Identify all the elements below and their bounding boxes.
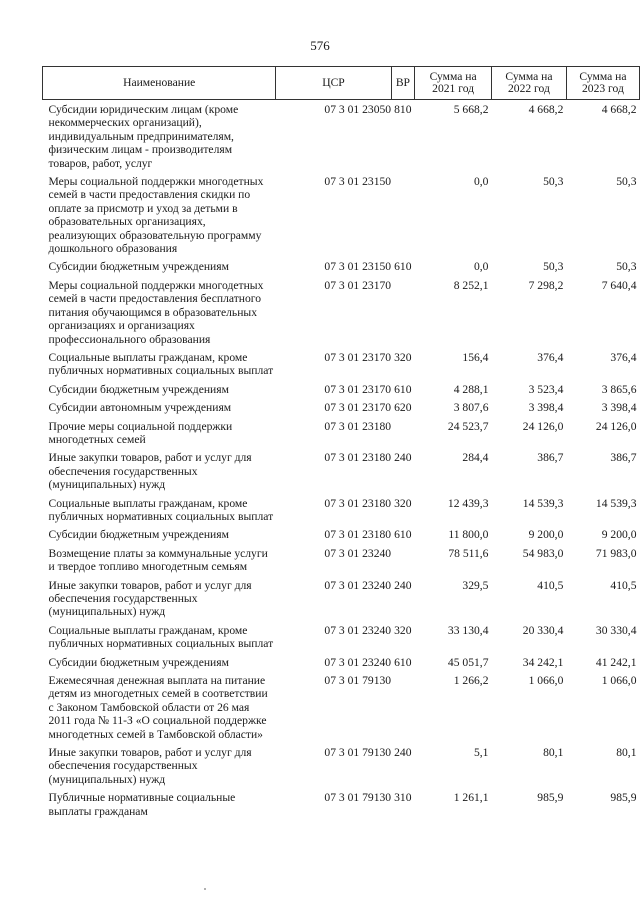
row-sum-2021: 156,4 <box>462 350 489 364</box>
header-sum-2021: Сумма на 2021 год <box>415 67 492 100</box>
header-name: Наименование <box>43 67 276 100</box>
row-sum-2021: 78 511,6 <box>448 546 489 560</box>
row-csr: 07 3 01 23180 <box>324 528 392 542</box>
row-csr: 07 3 01 23180 <box>324 419 392 433</box>
row-csr: 07 3 01 23240 <box>324 578 392 592</box>
row-name: Иные закупки товаров, работ и услуг для обеспечения государственных (муниципальных) нужд <box>48 746 252 786</box>
row-vr: 320 <box>394 623 412 637</box>
row-csr: 07 3 01 79130 <box>324 746 392 760</box>
row-sum-2021: 5 668,2 <box>453 103 489 116</box>
row-csr: 07 3 01 23240 <box>324 623 392 637</box>
row-sum-2022: 3 523,4 <box>528 382 564 396</box>
row-csr: 07 3 01 23170 <box>324 350 392 364</box>
header-sum-2022: Сумма на 2022 год <box>491 67 566 100</box>
row-sum-2022: 985,9 <box>537 791 564 805</box>
row-sum-2022: 50,3 <box>543 175 564 189</box>
row-sum-2023: 24 126,0 <box>595 419 637 433</box>
row-csr: 07 3 01 23170 <box>324 382 392 396</box>
row-sum-2022: 7 298,2 <box>528 278 564 292</box>
row-sum-2021: 329,5 <box>462 578 489 592</box>
row-sum-2023: 30 330,4 <box>595 623 637 637</box>
table-row <box>43 743 640 788</box>
row-sum-2022: 14 539,3 <box>522 496 564 510</box>
row-name: Субсидии бюджетным учреждениям <box>48 528 229 542</box>
row-csr: 07 3 01 23170 <box>324 401 392 415</box>
row-sum-2023: 50,3 <box>616 175 637 189</box>
row-name: Социальные выплаты гражданам, кроме публичных нормативных социальных выплат <box>48 623 274 651</box>
row-sum-2021: 3 807,6 <box>453 401 489 415</box>
row-vr: 320 <box>394 496 412 510</box>
header-csr: ЦСР <box>276 67 391 100</box>
table-body <box>43 100 640 821</box>
row-sum-2022: 54 983,0 <box>522 546 564 560</box>
row-vr: 610 <box>394 382 412 396</box>
row-vr: 610 <box>394 655 412 669</box>
row-sum-2021: 12 439,3 <box>447 496 489 510</box>
row-name: Прочие меры социальной поддержки многодетных семей <box>48 419 233 446</box>
row-csr: 07 3 01 23150 <box>324 260 392 274</box>
page-number: 576 <box>310 38 330 53</box>
row-sum-2022: 386,7 <box>537 451 564 465</box>
table-row <box>43 398 640 416</box>
row-sum-2021: 0,0 <box>473 260 489 274</box>
row-sum-2021: 1 261,1 <box>453 791 489 805</box>
row-sum-2023: 985,9 <box>610 791 637 805</box>
table-row <box>43 448 640 493</box>
row-name: Ежемесячная денежная выплата на питание детям из многодетных семей в соответствии с Законом Тамбовской области от 26 мая 2011 года № 11-З «О социальной поддержке многодетных семей в Тамбовской области» <box>48 674 268 741</box>
row-sum-2023: 1 066,0 <box>601 674 637 688</box>
row-sum-2022: 24 126,0 <box>522 419 564 433</box>
row-sum-2023: 7 640,4 <box>601 278 637 292</box>
table-row <box>43 276 640 348</box>
row-csr: 07 3 01 23180 <box>324 496 392 510</box>
scan-speck <box>204 888 206 890</box>
row-csr: 07 3 01 79130 <box>324 791 392 805</box>
header-vr: ВР <box>391 67 415 100</box>
table-row <box>43 788 640 820</box>
row-vr <box>391 417 415 449</box>
row-sum-2022: 1 066,0 <box>528 674 564 688</box>
row-name: Субсидии юридическим лицам (кроме некоммерческих организаций), индивидуальным предпринимателям, физическим лицам - производителям товаров, работ, услуг <box>48 103 239 170</box>
row-sum-2023: 80,1 <box>616 746 637 760</box>
row-csr: 07 3 01 23170 <box>324 278 392 292</box>
row-sum-2021: 33 130,4 <box>447 623 489 637</box>
row-sum-2023: 14 539,3 <box>595 496 637 510</box>
row-sum-2021: 24 523,7 <box>447 419 489 433</box>
table-row <box>43 671 640 743</box>
row-sum-2021: 4 288,1 <box>453 382 489 396</box>
row-sum-2022: 50,3 <box>543 260 564 274</box>
row-csr: 07 3 01 79130 <box>324 674 392 688</box>
row-sum-2022: 34 242,1 <box>522 655 564 669</box>
table-row <box>43 380 640 398</box>
row-vr: 610 <box>394 260 412 274</box>
row-name: Субсидии бюджетным учреждениям <box>48 260 229 274</box>
table-row <box>43 653 640 671</box>
row-sum-2022: 410,5 <box>537 578 564 592</box>
row-vr: 810 <box>394 103 412 116</box>
row-vr <box>391 172 415 257</box>
row-name: Субсидии автономным учреждениям <box>48 401 232 415</box>
row-name: Социальные выплаты гражданам, кроме публичных нормативных социальных выплат <box>48 350 274 378</box>
table-row <box>43 544 640 576</box>
row-csr: 07 3 01 23180 <box>324 451 392 465</box>
row-sum-2022: 4 668,2 <box>528 103 564 116</box>
row-vr <box>391 671 415 743</box>
row-sum-2023: 410,5 <box>610 578 637 592</box>
row-sum-2022: 3 398,4 <box>528 401 564 415</box>
budget-table <box>42 66 640 820</box>
table-header-row <box>43 67 640 100</box>
row-sum-2023: 3 398,4 <box>601 401 637 415</box>
row-sum-2023: 4 668,2 <box>601 103 637 116</box>
row-name: Меры социальной поддержки многодетных семей в части предоставления скидки по оплате за присмотр и уход за детьми в образовательных организациях, реализующих образовательную программу дошкольного образования <box>48 175 264 256</box>
row-name: Меры социальной поддержки многодетных семей в части предоставления бесплатного питания обучающимся в образовательных организациях и организациях профессионального образования <box>48 278 264 346</box>
table-row <box>43 494 640 526</box>
row-sum-2022: 20 330,4 <box>522 623 564 637</box>
row-sum-2021: 45 051,7 <box>447 655 489 669</box>
row-name: Иные закупки товаров, работ и услуг для обеспечения государственных (муниципальных) нужд <box>48 451 252 492</box>
table-row <box>43 525 640 543</box>
row-vr <box>391 276 415 348</box>
row-sum-2021: 284,4 <box>462 451 489 465</box>
row-sum-2023: 41 242,1 <box>595 655 637 669</box>
header-sum-2023: Сумма на 2023 год <box>566 67 639 100</box>
row-vr: 240 <box>394 451 412 465</box>
row-sum-2021: 0,0 <box>473 175 489 189</box>
row-vr: 310 <box>394 791 412 805</box>
row-csr: 07 3 01 23240 <box>324 546 392 560</box>
row-name: Иные закупки товаров, работ и услуг для обеспечения государственных (муниципальных) нужд <box>48 578 252 619</box>
row-name: Субсидии бюджетным учреждениям <box>48 382 229 396</box>
table-row <box>43 100 640 173</box>
row-sum-2021: 5,1 <box>473 746 489 760</box>
row-sum-2023: 3 865,6 <box>601 382 637 396</box>
row-name: Публичные нормативные социальные выплаты гражданам <box>48 791 236 818</box>
table-row <box>43 257 640 275</box>
row-name: Субсидии бюджетным учреждениям <box>48 655 229 669</box>
row-sum-2023: 71 983,0 <box>595 546 637 560</box>
row-sum-2023: 9 200,0 <box>601 528 637 542</box>
row-sum-2022: 9 200,0 <box>528 528 564 542</box>
row-name: Возмещение платы за коммунальные услуги и твердое топливо многодетным семьям <box>48 546 268 574</box>
table-row <box>43 348 640 380</box>
row-vr: 320 <box>394 350 412 364</box>
table-row <box>43 621 640 653</box>
row-csr: 07 3 01 23240 <box>324 655 392 669</box>
row-vr: 610 <box>394 528 412 542</box>
row-sum-2021: 11 800,0 <box>448 528 489 542</box>
row-csr: 07 3 01 23050 <box>324 103 392 116</box>
table-row <box>43 576 640 621</box>
row-sum-2022: 376,4 <box>537 350 564 364</box>
row-sum-2021: 1 266,2 <box>453 674 489 688</box>
row-vr: 620 <box>394 401 412 415</box>
row-sum-2023: 376,4 <box>610 350 637 364</box>
row-vr <box>391 544 415 576</box>
row-sum-2023: 386,7 <box>610 451 637 465</box>
row-vr: 240 <box>394 578 412 592</box>
row-sum-2023: 50,3 <box>616 260 637 274</box>
row-sum-2021: 8 252,1 <box>453 278 489 292</box>
table-row <box>43 417 640 449</box>
row-name: Социальные выплаты гражданам, кроме публичных нормативных социальных выплат <box>48 496 274 523</box>
row-csr: 07 3 01 23150 <box>324 175 392 189</box>
row-sum-2022: 80,1 <box>543 746 564 760</box>
table-row <box>43 172 640 257</box>
row-vr: 240 <box>394 746 412 760</box>
